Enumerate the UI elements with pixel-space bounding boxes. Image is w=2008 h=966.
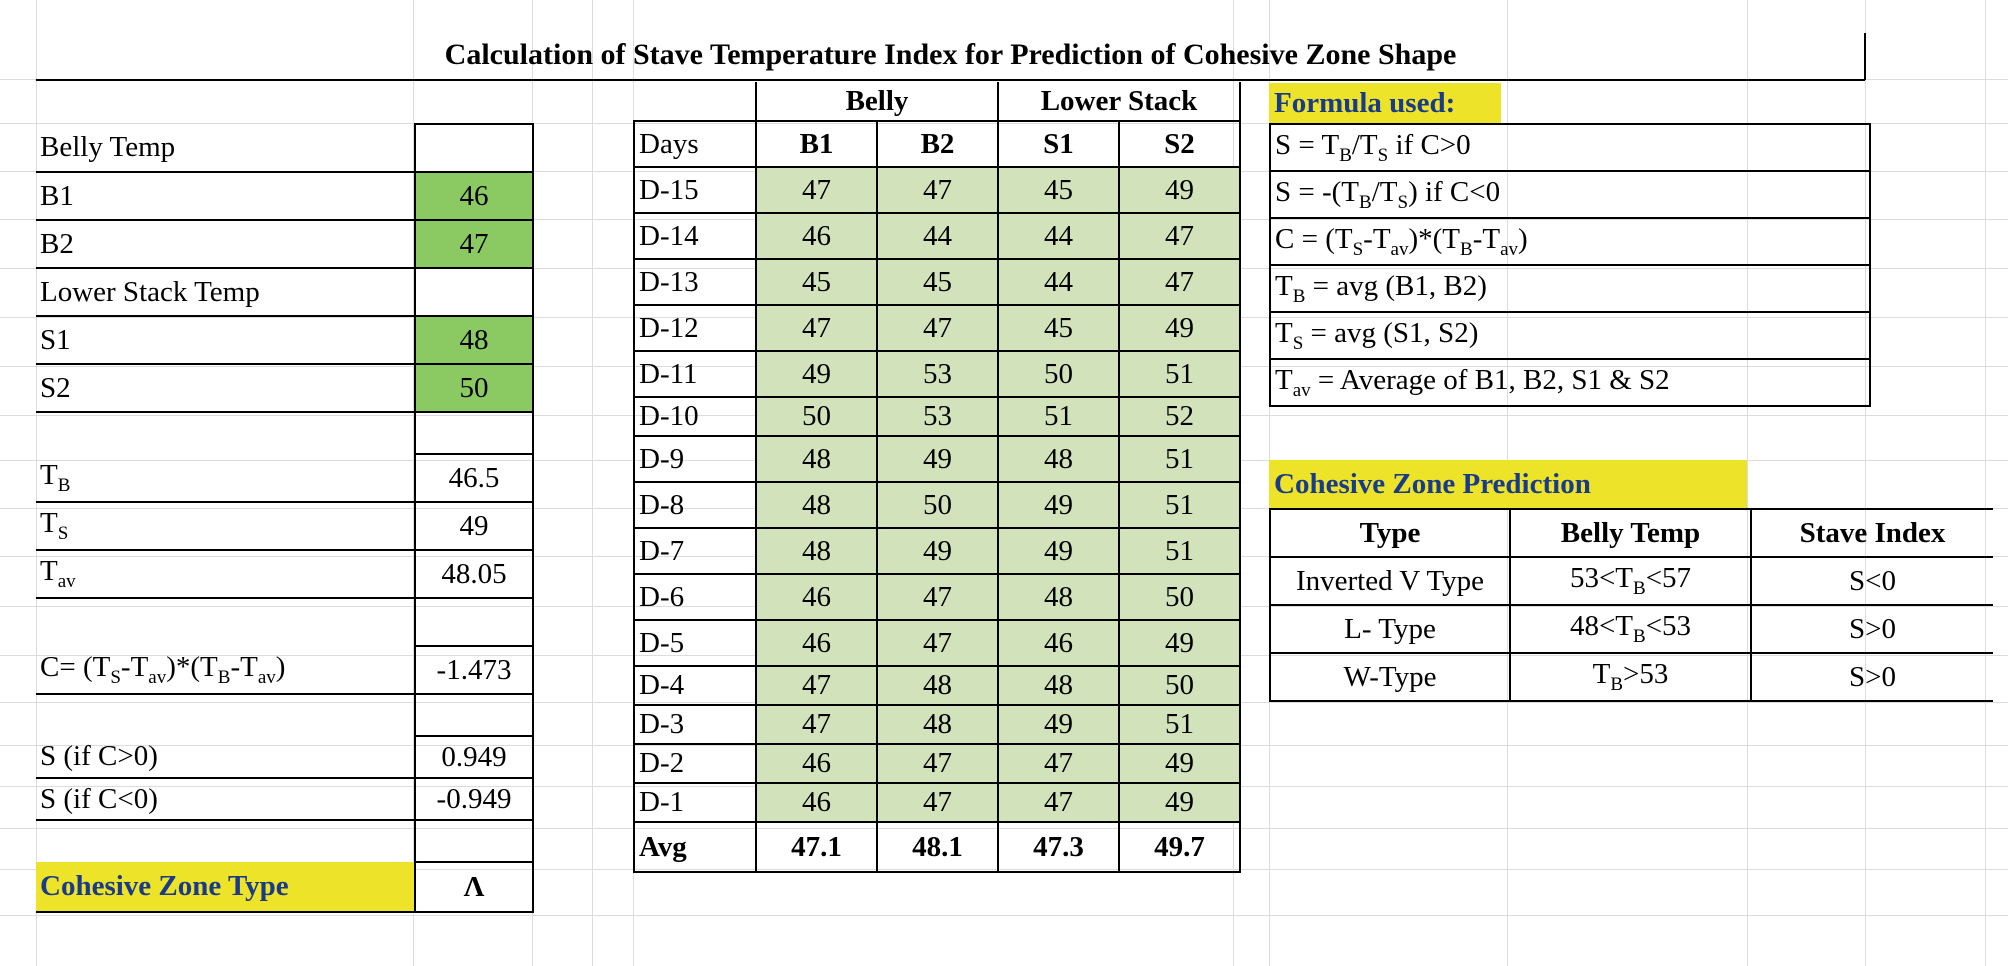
day-b1-cell[interactable]: 46	[756, 574, 877, 620]
day-b2-cell[interactable]: 47	[877, 167, 998, 213]
spacer-label-4	[36, 820, 415, 862]
avg-s2: 49.7	[1119, 822, 1240, 872]
ts-label: $T_S$	[36, 502, 415, 550]
s-positive-value: 0.949	[415, 736, 533, 778]
day-row	[634, 167, 1240, 213]
prediction-header-belly-temp: Belly Temp	[1510, 509, 1751, 557]
day-s1-cell[interactable]: 46	[998, 620, 1119, 666]
formula-s-negative: $S = -(T_B/T_S)$ if C<0	[1270, 171, 1870, 218]
s1-input-cell[interactable]: 48	[415, 316, 533, 364]
daily-rows	[634, 167, 1240, 822]
b2-input-cell[interactable]: 47	[415, 220, 533, 268]
day-b2-cell[interactable]: 53	[877, 397, 998, 436]
day-b1-cell[interactable]: 47	[756, 305, 877, 351]
day-row	[634, 436, 1240, 482]
lower-stack-temp-label: Lower Stack Temp	[36, 268, 415, 316]
title-underline	[36, 79, 1865, 81]
day-b1-cell[interactable]: 47	[756, 167, 877, 213]
day-b2-cell[interactable]: 45	[877, 259, 998, 305]
prediction-type: L- Type	[1270, 605, 1510, 653]
formula-tav: $T_{av}$ = Average of B1, B2, S1 & S2	[1270, 359, 1870, 406]
b1-input-cell[interactable]: 46	[415, 172, 533, 220]
belly-temp-label: Belly Temp	[36, 124, 415, 172]
prediction-header-type: Type	[1270, 509, 1510, 557]
avg-b1: 47.1	[756, 822, 877, 872]
prediction-table	[1269, 508, 1993, 702]
tav-label: $T_{av}$	[36, 550, 415, 598]
day-b2-cell[interactable]: 48	[877, 666, 998, 705]
day-s1-cell[interactable]: 45	[998, 305, 1119, 351]
day-b2-cell[interactable]: 47	[877, 305, 998, 351]
spacer-value	[415, 412, 533, 454]
day-b1-cell[interactable]: 46	[756, 783, 877, 822]
tav-value: 48.05	[415, 550, 533, 598]
day-b1-cell[interactable]: 46	[756, 620, 877, 666]
title-right-border	[1864, 33, 1866, 80]
day-s2-cell[interactable]: 50	[1119, 666, 1240, 705]
b2-label: B2	[36, 220, 415, 268]
day-s2-cell[interactable]: 51	[1119, 351, 1240, 397]
day-s2-cell[interactable]: 49	[1119, 305, 1240, 351]
day-label: D-6	[634, 574, 756, 620]
prediction-belly-temp: $T_B>53$	[1510, 653, 1751, 701]
formula-tb: $T_B$ = avg (B1, B2)	[1270, 265, 1870, 312]
s-positive-label: S (if C>0)	[36, 736, 415, 778]
s2-label: S2	[36, 364, 415, 412]
header-s1: S1	[998, 121, 1119, 167]
day-b2-cell[interactable]: 49	[877, 436, 998, 482]
day-label: D-13	[634, 259, 756, 305]
tb-label: $T_B$	[36, 454, 415, 502]
s1-label: S1	[36, 316, 415, 364]
cohesive-zone-type-value: Λ	[415, 862, 533, 912]
day-row	[634, 213, 1240, 259]
day-s2-cell[interactable]: 47	[1119, 213, 1240, 259]
tb-value: 46.5	[415, 454, 533, 502]
day-s1-cell[interactable]: 47	[998, 744, 1119, 783]
day-label: D-7	[634, 528, 756, 574]
day-b1-cell[interactable]: 48	[756, 436, 877, 482]
lower-stack-temp-value	[415, 268, 533, 316]
day-row	[634, 705, 1240, 744]
header-days: Days	[634, 121, 756, 167]
day-b1-cell[interactable]: 50	[756, 397, 877, 436]
prediction-header-stave-index: Stave Index	[1751, 509, 1993, 557]
day-s1-cell[interactable]: 48	[998, 436, 1119, 482]
prediction-stave-index: S<0	[1751, 557, 1993, 605]
day-b1-cell[interactable]: 45	[756, 259, 877, 305]
formula-ts: $T_S$ = avg (S1, S2)	[1270, 312, 1870, 359]
day-b1-cell[interactable]: 47	[756, 705, 877, 744]
day-s2-cell[interactable]: 47	[1119, 259, 1240, 305]
belly-temp-value	[415, 124, 533, 172]
spacer-label-2	[36, 598, 415, 646]
spacer-value-2	[415, 598, 533, 646]
day-label: D-8	[634, 482, 756, 528]
day-row	[634, 528, 1240, 574]
spacer-label	[36, 412, 415, 454]
day-s2-cell[interactable]: 49	[1119, 783, 1240, 822]
day-row	[634, 666, 1240, 705]
cohesive-zone-prediction-label: Cohesive Zone Prediction	[1269, 460, 1747, 508]
day-row	[634, 259, 1240, 305]
day-b2-cell[interactable]: 47	[877, 783, 998, 822]
day-label: D-1	[634, 783, 756, 822]
day-s2-cell[interactable]: 52	[1119, 397, 1240, 436]
day-row	[634, 305, 1240, 351]
day-b1-cell[interactable]: 49	[756, 351, 877, 397]
day-b2-cell[interactable]: 49	[877, 528, 998, 574]
day-label: D-10	[634, 397, 756, 436]
day-s2-cell[interactable]: 51	[1119, 482, 1240, 528]
prediction-stave-index: S>0	[1751, 605, 1993, 653]
prediction-type: Inverted V Type	[1270, 557, 1510, 605]
s-negative-label: S (if C<0)	[36, 778, 415, 820]
group-header-belly: Belly	[756, 82, 998, 121]
day-s1-cell[interactable]: 49	[998, 705, 1119, 744]
day-row	[634, 351, 1240, 397]
day-s1-cell[interactable]: 44	[998, 259, 1119, 305]
day-s1-cell[interactable]: 51	[998, 397, 1119, 436]
day-b1-cell[interactable]: 47	[756, 666, 877, 705]
day-s1-cell[interactable]: 48	[998, 574, 1119, 620]
calculation-table	[36, 123, 534, 913]
day-row	[634, 397, 1240, 436]
day-s1-cell[interactable]: 44	[998, 213, 1119, 259]
day-b2-cell[interactable]: 47	[877, 744, 998, 783]
day-s1-cell[interactable]: 49	[998, 528, 1119, 574]
header-b1: B1	[756, 121, 877, 167]
c-value: -1.473	[415, 646, 533, 694]
day-label: D-12	[634, 305, 756, 351]
day-b2-cell[interactable]: 47	[877, 574, 998, 620]
avg-label: Avg	[634, 822, 756, 872]
prediction-type: W-Type	[1270, 653, 1510, 701]
day-label: D-11	[634, 351, 756, 397]
prediction-belly-temp: $53<T_B<57$	[1510, 557, 1751, 605]
prediction-belly-temp: $48<T_B<53$	[1510, 605, 1751, 653]
prediction-stave-index: S>0	[1751, 653, 1993, 701]
day-s2-cell[interactable]: 51	[1119, 705, 1240, 744]
day-s2-cell[interactable]: 49	[1119, 620, 1240, 666]
day-label: D-2	[634, 744, 756, 783]
formula-s-positive: $S = T_B/T_S$ if C>0	[1270, 124, 1870, 171]
ts-value: 49	[415, 502, 533, 550]
day-s1-cell[interactable]: 45	[998, 167, 1119, 213]
day-label: D-15	[634, 167, 756, 213]
day-b2-cell[interactable]: 47	[877, 620, 998, 666]
header-s2: S2	[1119, 121, 1240, 167]
day-label: D-3	[634, 705, 756, 744]
day-s1-cell[interactable]: 49	[998, 482, 1119, 528]
avg-b2: 48.1	[877, 822, 998, 872]
header-b2: B2	[877, 121, 998, 167]
day-row	[634, 620, 1240, 666]
day-b1-cell[interactable]: 46	[756, 744, 877, 783]
day-b2-cell[interactable]: 44	[877, 213, 998, 259]
day-s2-cell[interactable]: 49	[1119, 167, 1240, 213]
day-s2-cell[interactable]: 50	[1119, 574, 1240, 620]
day-b2-cell[interactable]: 53	[877, 351, 998, 397]
group-header-blank	[634, 82, 756, 121]
c-formula-label: $C= (T_S-T_{av})*(T_B-T_{av})$	[36, 646, 415, 694]
group-header-lower-stack: Lower Stack	[998, 82, 1240, 121]
day-s1-cell[interactable]: 48	[998, 666, 1119, 705]
sheet-title: Calculation of Stave Temperature Index for Prediction of Cohesive Zone Shape	[444, 38, 1457, 71]
day-label: D-9	[634, 436, 756, 482]
day-b1-cell[interactable]: 48	[756, 528, 877, 574]
day-s2-cell[interactable]: 49	[1119, 744, 1240, 783]
day-b2-cell[interactable]: 50	[877, 482, 998, 528]
b1-label: B1	[36, 172, 415, 220]
spacer-value-4	[415, 820, 533, 862]
day-row	[634, 574, 1240, 620]
s2-input-cell[interactable]: 50	[415, 364, 533, 412]
day-b1-cell[interactable]: 46	[756, 213, 877, 259]
formula-c: $C = (T_S-T_{av})*(T_B-T_{av})$	[1270, 218, 1870, 265]
day-label: D-5	[634, 620, 756, 666]
spacer-value-3	[415, 694, 533, 736]
day-row	[634, 482, 1240, 528]
daily-temperature-table	[633, 82, 1241, 873]
day-s1-cell[interactable]: 47	[998, 783, 1119, 822]
day-b1-cell[interactable]: 48	[756, 482, 877, 528]
day-row	[634, 783, 1240, 822]
spacer-label-3	[36, 694, 415, 736]
formula-table	[1269, 123, 1871, 407]
formula-used-label: Formula used:	[1269, 83, 1501, 123]
s-negative-value: -0.949	[415, 778, 533, 820]
day-label: D-14	[634, 213, 756, 259]
day-b2-cell[interactable]: 48	[877, 705, 998, 744]
day-row	[634, 744, 1240, 783]
day-s2-cell[interactable]: 51	[1119, 528, 1240, 574]
day-label: D-4	[634, 666, 756, 705]
avg-s1: 47.3	[998, 822, 1119, 872]
day-s2-cell[interactable]: 51	[1119, 436, 1240, 482]
day-s1-cell[interactable]: 50	[998, 351, 1119, 397]
cohesive-zone-type-label: Cohesive Zone Type	[36, 862, 415, 912]
